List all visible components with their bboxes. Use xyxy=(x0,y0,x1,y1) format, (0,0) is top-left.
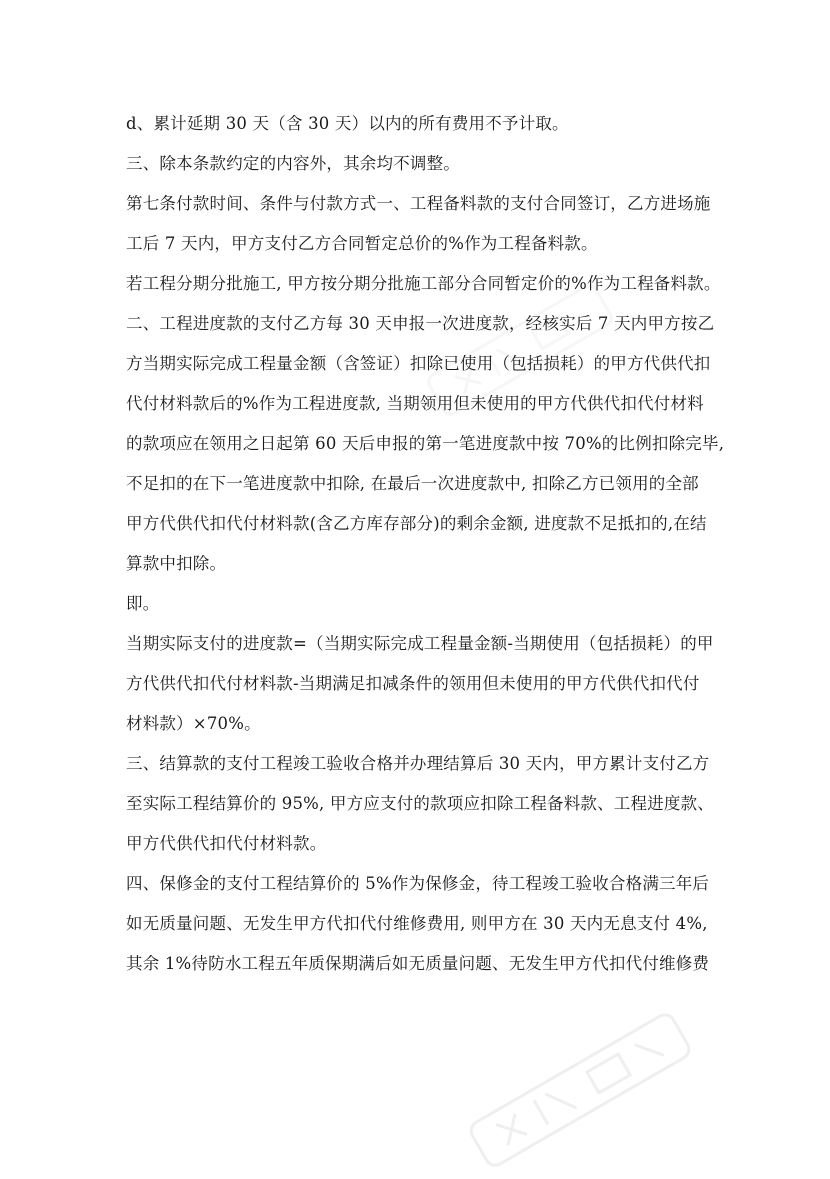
text-line: d、累计延期 30 天（含 30 天）以内的所有费用不予计取。 xyxy=(126,114,569,133)
text-line: 二、工程进度款的支付乙方每 30 天申报一次进度款，经核实后 7 天内甲方按乙 xyxy=(126,314,715,333)
text-line: 四、保修金的支付工程结算价的 5%作为保修金，待工程竣工验收合格满三年后 xyxy=(126,874,710,893)
text-line: 若工程分期分批施工, 甲方按分期分批施工部分合同暂定价的%作为工程备料款。 xyxy=(126,274,721,293)
text-line: 其余 1%待防水工程五年质保期满后如无质量问题、无发生甲方代扣代付维修费 xyxy=(126,954,710,973)
text-line: 当期实际支付的进度款=（当期实际完成工程量金额-当期使用（包括损耗）的甲 xyxy=(126,634,714,653)
text-line: 至实际工程结算价的 95%, 甲方应支付的款项应扣除工程备料款、工程进度款、 xyxy=(126,794,715,813)
text-line: 如无质量问题、无发生甲方代扣代付维修费用, 则甲方在 30 天内无息支付 4%, xyxy=(126,914,708,933)
text-line: 的款项应在领用之日起第 60 天后申报的第一笔进度款中按 70%的比例扣除完毕, xyxy=(126,434,725,453)
text-line: 甲方代供代扣代付材料款(含乙方库存部分)的剩余金额, 进度款不足抵扣的,在结 xyxy=(126,514,707,533)
text-line: 第七条付款时间、条件与付款方式一、工程备料款的支付合同签订，乙方进场施 xyxy=(126,194,711,213)
document-body xyxy=(126,104,725,984)
text-line: 三、除本条款约定的内容外，其余均不调整。 xyxy=(126,154,460,173)
text-line: 算款中扣除。 xyxy=(126,554,227,573)
text-line: 方当期实际完成工程量金额（含签证）扣除已使用（包括损耗）的甲方代供代扣 xyxy=(126,354,711,373)
text-line: 即。 xyxy=(126,594,160,613)
text-line: 三、结算款的支付工程竣工验收合格并办理结算后 30 天内，甲方累计支付乙方 xyxy=(126,754,710,773)
watermark xyxy=(461,1004,699,1176)
text-line: 代付材料款后的%作为工程进度款, 当期领用但未使用的甲方代供代扣代付材料 xyxy=(126,394,704,413)
text-line: 工后 7 天内，甲方支付乙方合同暂定总价的%作为工程备料款。 xyxy=(126,234,598,253)
text-line: 方代供代扣代付材料款-当期满足扣减条件的领用但未使用的甲方代供代扣代付 xyxy=(126,674,700,693)
watermark-logo-icon xyxy=(461,1004,699,1176)
text-line: 不足扣的在下一笔进度款中扣除, 在最后一次进度款中, 扣除乙方已领用的全部 xyxy=(126,474,699,493)
text-line: 甲方代供代扣代付材料款。 xyxy=(126,834,327,853)
text-line: 材料款）×70%。 xyxy=(126,714,261,733)
